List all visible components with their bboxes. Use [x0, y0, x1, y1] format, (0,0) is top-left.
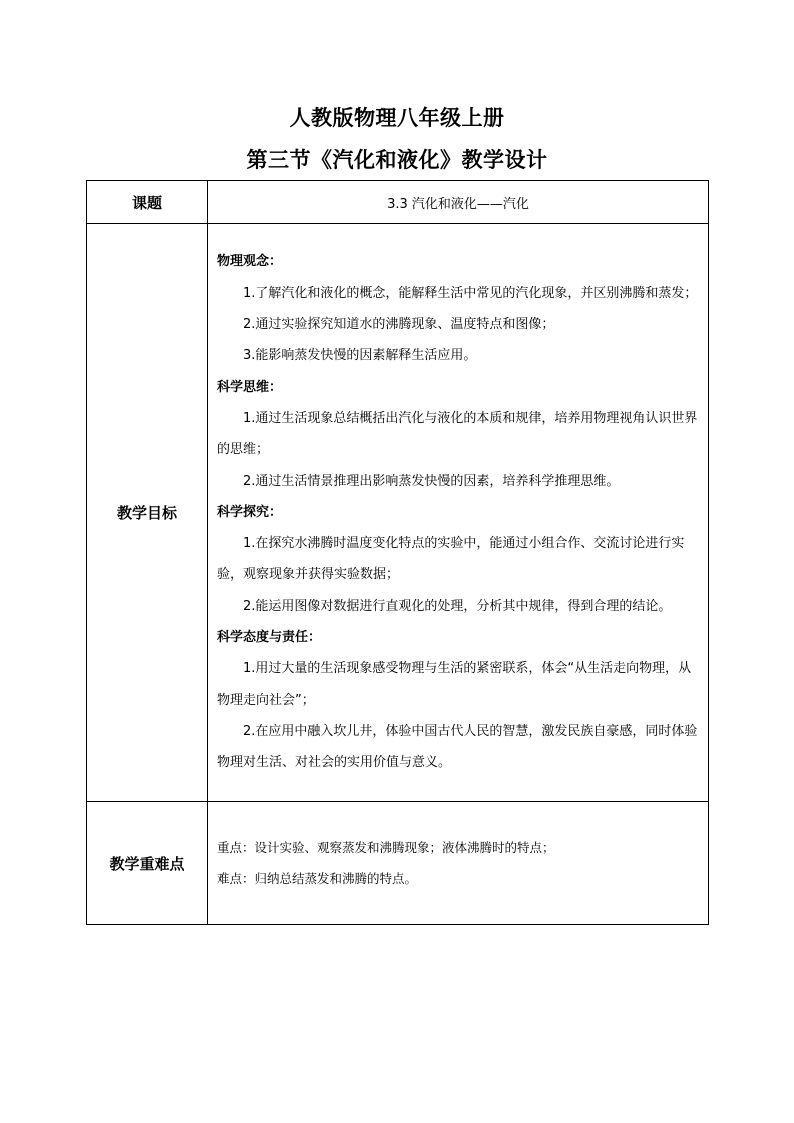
- list-item: 2.在应用中融入坎儿井，体验中国古代人民的智慧，激发民族自豪感，同时体验物理对生活、对社会的实用价值与意义。: [217, 723, 698, 771]
- topic-label: 课题: [87, 181, 208, 224]
- goals-content: [208, 224, 709, 802]
- goals-section-attitude-responsibility: [217, 622, 700, 778]
- list-item: 2.能运用图像对数据进行直观化的处理，分析其中规律，得到合理的结论。: [243, 598, 672, 614]
- difficulty-text: 难点：归纳总结蒸发和沸腾的特点。: [217, 871, 418, 886]
- list-item: 1.了解汽化和液化的概念，能解释生活中常见的汽化现象，并区别沸腾和蒸发；: [243, 285, 698, 301]
- list-item: 1.在探究水沸腾时温度变化特点的实验中，能通过小组合作、交流讨论进行实验，观察现象并获得实验数据；: [217, 536, 685, 583]
- section-title: 科学态度与责任：: [217, 630, 322, 646]
- key-points-label: 教学重难点: [87, 802, 208, 925]
- emphasis-text: 重点：设计实验、观察蒸发和沸腾现象；液体沸腾时的特点；: [217, 840, 555, 855]
- list-item: 3.能影响蒸发快慢的因素解释生活应用。: [243, 348, 477, 364]
- table-row-topic: [87, 181, 709, 224]
- section-title: 物理观念：: [217, 254, 283, 270]
- list-item: 2.通过实验探究知道水的沸腾现象、温度特点和图像；: [243, 317, 555, 333]
- goals-section-physics-concepts: [217, 246, 700, 371]
- goals-section-scientific-inquiry: [217, 497, 700, 622]
- topic-value: 3.3 汽化和液化——汽化: [208, 181, 709, 224]
- list-item: 1.用过大量的生活现象感受物理与生活的紧密联系，体会“从生活走向物理，从物理走向社会”；: [217, 661, 692, 708]
- list-item: 1.通过生活现象总结概括出汽化与液化的本质和规律，培养用物理视角认识世界的思维；: [217, 410, 698, 458]
- table-row-key-points: [87, 802, 709, 925]
- lesson-plan-table: [86, 180, 709, 925]
- key-points-content: [208, 802, 709, 925]
- document-title: 人教版物理八年级上册: [289, 105, 505, 130]
- goals-section-scientific-thinking: [217, 372, 700, 497]
- document-subtitle: 第三节《汽化和液化》教学设计: [246, 147, 548, 172]
- table-row-goals: [87, 224, 709, 802]
- list-item: 2.通过生活情景推理出影响蒸发快慢的因素，培养科学推理思维。: [243, 473, 620, 489]
- section-title: 科学思维：: [217, 379, 283, 395]
- goals-label: 教学目标: [87, 224, 208, 802]
- section-title: 科学探究：: [217, 504, 283, 520]
